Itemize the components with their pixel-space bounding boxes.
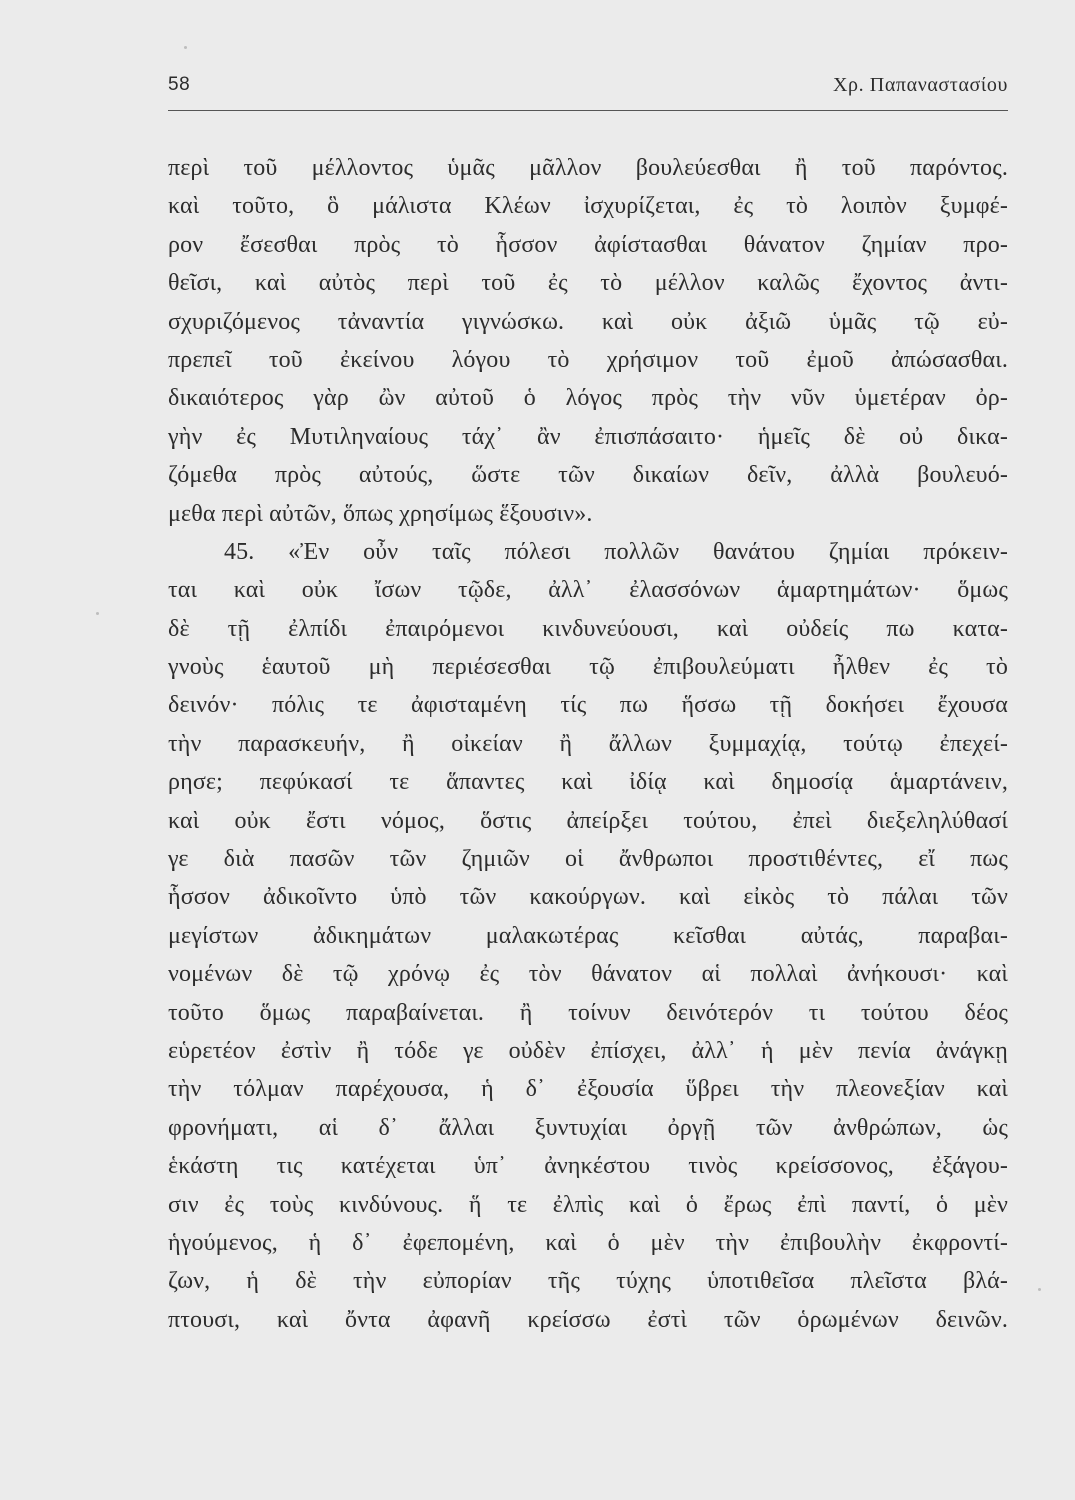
text-line: ρησε; πεφύκασί τε ἅπαντες καὶ ἰδίᾳ καὶ δημοσίᾳ ἁμαρτάνειν, bbox=[168, 769, 1008, 796]
text-line: νομένων δὲ τῷ χρόνῳ ἐς τὸν θάνατον αἱ πολλαὶ ἀνήκουσι· καὶ bbox=[168, 961, 1008, 988]
text-line: πτουσι, καὶ ὄντα ἀφανῆ κρείσσω ἐστὶ τῶν ὁρωμένων δεινῶν. bbox=[168, 1306, 1008, 1333]
paper-speck bbox=[184, 46, 187, 49]
page-header bbox=[168, 74, 1008, 108]
paper-speck bbox=[1038, 1288, 1041, 1291]
text-line: ζων, ἡ δὲ τὴν εὐπορίαν τῆς τύχης ὑποτιθεῖσα πλεῖστα βλά- bbox=[168, 1268, 1008, 1295]
text-line: καὶ τοῦτο, ὃ μάλιστα Κλέων ἰσχυρίζεται, ἐς τὸ λοιπὸν ξυμφέ- bbox=[168, 193, 1008, 220]
header-rule bbox=[168, 110, 1008, 111]
text-line: τοῦτο ὅμως παραβαίνεται. ἢ τοίνυν δεινότερόν τι τούτου δέος bbox=[168, 999, 1008, 1026]
text-line: καὶ οὐκ ἔστι νόμος, ὅστις ἀπείρξει τούτου, ἐπεὶ διεξεληλύθασί bbox=[168, 807, 1008, 834]
section-start-line: 45. «Ἐν οὖν ταῖς πόλεσι πολλῶν θανάτου ζημίαι πρόκειν- bbox=[224, 538, 1008, 565]
body-text bbox=[168, 149, 1008, 1339]
text-line: σιν ἐς τοὺς κινδύνους. ἥ τε ἐλπὶς καὶ ὁ ἔρως ἐπὶ παντί, ὁ μὲν bbox=[168, 1191, 1008, 1218]
text-line: τὴν τόλμαν παρέχουσα, ἡ δ᾽ ἐξουσία ὕβρει τὴν πλεονεξίαν καὶ bbox=[168, 1076, 1008, 1103]
running-head: Χρ. Παπαναστασίου bbox=[832, 74, 1008, 96]
text-line: γὴν ἐς Μυτιληναίους τάχ᾽ ἂν ἐπισπάσαιτο· ἡμεῖς δὲ οὐ δικα- bbox=[168, 423, 1008, 450]
text-line: σχυριζόμενος τἀναντία γιγνώσκω. καὶ οὐκ ἀξιῶ ὑμᾶς τῷ εὐ- bbox=[168, 308, 1008, 335]
text-line: δικαιότερος γὰρ ὢν αὐτοῦ ὁ λόγος πρὸς τὴν νῦν ὑμετέραν ὀρ- bbox=[168, 385, 1008, 412]
text-line: γε διὰ πασῶν τῶν ζημιῶν οἱ ἄνθρωποι προστιθέντες, εἴ πως bbox=[168, 846, 1008, 873]
page-number: 58 bbox=[168, 74, 191, 95]
text-line: περὶ τοῦ μέλλοντος ὑμᾶς μᾶλλον βουλεύεσθαι ἢ τοῦ παρόντος. bbox=[168, 155, 1008, 181]
paper-speck bbox=[96, 612, 99, 615]
text-line: δεινόν· πόλις τε ἀφισταμένη τίς πω ἥσσω τῇ δοκήσει ἔχουσα bbox=[168, 692, 1008, 719]
text-line: ἡγούμενος, ἡ δ᾽ ἐφεπομένη, καὶ ὁ μὲν τὴν ἐπιβουλὴν ἐκφροντί- bbox=[168, 1229, 1008, 1256]
text-line: ἧσσον ἀδικοῖντο ὑπὸ τῶν κακούργων. καὶ εἰκὸς τὸ πάλαι τῶν bbox=[168, 884, 1008, 911]
text-line: μεθα περὶ αὐτῶν, ὅπως χρησίμως ἕξουσιν». bbox=[168, 500, 593, 527]
text-line: φρονήματι, αἱ δ᾽ ἄλλαι ξυντυχίαι ὀργῇ τῶν ἀνθρώπων, ὡς bbox=[168, 1114, 1008, 1141]
text-line: δὲ τῇ ἐλπίδι ἐπαιρόμενοι κινδυνεύουσι, καὶ οὐδείς πω κατα- bbox=[168, 615, 1008, 642]
text-line: εὑρετέον ἐστὶν ἢ τόδε γε οὐδὲν ἐπίσχει, ἀλλ᾽ ἡ μὲν πενία ἀνάγκῃ bbox=[168, 1037, 1008, 1064]
text-line: πρεπεῖ τοῦ ἐκείνου λόγου τὸ χρήσιμον τοῦ ἐμοῦ ἀπώσασθαι. bbox=[168, 346, 1008, 373]
text-line: ζόμεθα πρὸς αὐτούς, ὥστε τῶν δικαίων δεῖν, ἀλλὰ βουλευό- bbox=[168, 462, 1008, 489]
text-line: θεῖσι, καὶ αὐτὸς περὶ τοῦ ἐς τὸ μέλλον καλῶς ἔχοντος ἀντι- bbox=[168, 270, 1008, 297]
text-line: ἑκάστη τις κατέχεται ὑπ᾽ ἀνηκέστου τινὸς κρείσσονος, ἐξάγου- bbox=[168, 1153, 1008, 1180]
text-line: μεγίστων ἀδικημάτων μαλακωτέρας κεῖσθαι αὐτάς, παραβαι- bbox=[168, 922, 1008, 949]
text-line: ται καὶ οὐκ ἴσων τῷδε, ἀλλ᾽ ἐλασσόνων ἁμαρτημάτων· ὅμως bbox=[168, 577, 1008, 604]
text-line: γνοὺς ἑαυτοῦ μὴ περιέσεσθαι τῷ ἐπιβουλεύματι ἦλθεν ἐς τὸ bbox=[168, 654, 1008, 681]
text-line: ρον ἔσεσθαι πρὸς τὸ ἧσσον ἀφίστασθαι θάνατον ζημίαν προ- bbox=[168, 231, 1008, 258]
text-line: τὴν παρασκευήν, ἢ οἰκείαν ἢ ἄλλων ξυμμαχίᾳ, τούτῳ ἐπεχεί- bbox=[168, 730, 1008, 757]
